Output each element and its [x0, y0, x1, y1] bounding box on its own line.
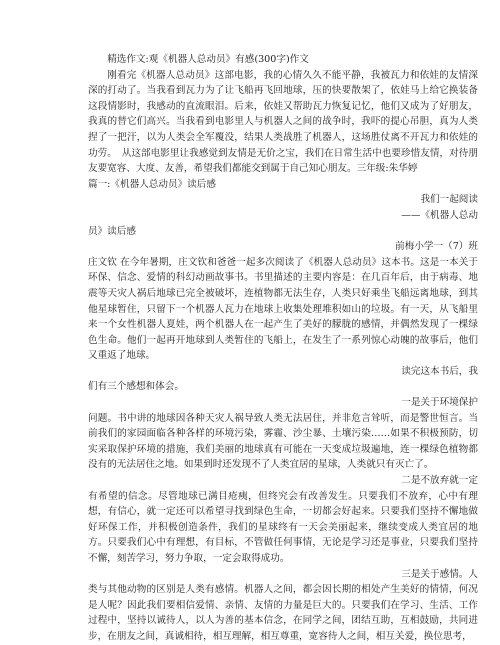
essay-two-paragraph-4: 有希望的信念。尽管地球已满目疮痍，但终究会有改善发生。只要我们不放弃，心中有理想，有信心，就一定还可以希望寻找到绿色生命，一切都会好起来。只要我们坚持不懈地做好环保工作，并积极创造条件，我们的星球终有一天会美丽起来，继续变成人类宜居的地方。只要我们心中有理想，有目标，不管做任何事情，无论是学习还是事业，只要我们坚持不懈，刻苦学习，努力争取，一定会取得成功。	[88, 490, 478, 564]
section-heading: 篇一:《机器人总动员》读后感	[88, 178, 216, 190]
title-continuation: 员》读后感	[88, 225, 136, 237]
right-line-point-two: 二是不放弃就一定	[401, 475, 478, 487]
essay-two-paragraph-2: 们有三个感想和体会。	[88, 381, 184, 393]
essay-two-paragraph-3: 问题。书中讲的地球因各种天灾人祸导致人类无法居住，并非危言耸听，而是警世恒言。当前我们的家园面临各种各样的环境污染，雾霾、沙尘暴、土壤污染……如果不积极预防，切实采取保护环境的措施，我们美丽的地球真有可能在一天变成垃圾遍地，连一棵绿色植物都没有的无法居住之地。如果到时还发现不了人类宜居的星球，人类就只有灭亡了。	[88, 412, 478, 471]
essay-title-line: 精选作文:观《机器人总动员》有感(300字)作文	[107, 54, 309, 65]
right-line-read-together: 我们一起阅读	[420, 194, 478, 206]
right-line-school-class: 前梅小学一（7）班	[395, 241, 478, 253]
right-line-book-title: ——《机器人总动	[401, 209, 478, 221]
right-line-point-three: 三是关于感情。人	[401, 568, 478, 580]
right-line-after-reading: 读完这本书后，我	[401, 365, 478, 377]
right-line-point-one: 一是关于环境保护	[401, 397, 478, 409]
essay-two-paragraph-5: 类与其他动物的区别是人类有感情。机器人之间，都会因长期的相处产生美好的情情，何况是人呢？因此我们要相信爱情、亲情、友情的力量是巨大的。只要我们在学习、生活、工作过程中，坚持以诚待人，以人为善的基本信念，在同学之间，团结互助，互相鼓励，共同进步，在朋友之间，真诚相待，相互理解，相互尊重，宽容待人之间，相互关爱，换位思考，	[88, 584, 478, 642]
essay-two-paragraph-1: 庄文钦 在今年暑期，庄文钦和爸爸一起多次阅读了《机器人总动员》这本书。这是一本关于环保、信念、爱情的科幻动画故事书。书里描述的主要内容是：在几百年后，由于病毒、地震等天灾人祸后地球已完全被破坏，连植物都无法生存，人类只好乘坐飞船远离地球，到其他星球暂住，只留下一个机器人瓦力在地球上收集处理堆积如山的垃圾。有一天，从飞船里来一个女性机器人夏娃，两个机器人在一起产生了美好的朦胧的感情，并偶然发现了一棵绿色生命。他们一起再开地球到人类暂住的飞船上，在发生了一系列惊心动魄的故事后，他们又重返了地球。	[88, 256, 478, 362]
essay-one-body: 刚看完《机器人总动员》这部电影，我的心情久久不能平静，我被瓦力和依娃的友情深深的打动了。当我看到瓦力为了让飞船再飞回地球，压的快要散架了，依娃马上给它换装备这段情影时，我感动的直流眼泪。后来，依娃又帮助瓦力恢复记忆，他们又成为了好朋友，我真的替它们高兴。当我看到电影里人与机器人之间的战争时，我吓的提心吊胆，真为人类捏了一把汗，以为人类会全军覆没，结果人类战胜了机器人，这场胜仗离不开瓦力和依娃的功劳。 从这部电影里让我感觉到友情是无价之宝，我们在日常生活中也要珍惜友情，对待朋友要宽容、大度、友善，希望我们都能交到属于自己知心朋友。三年级:朱华婷	[88, 69, 478, 175]
